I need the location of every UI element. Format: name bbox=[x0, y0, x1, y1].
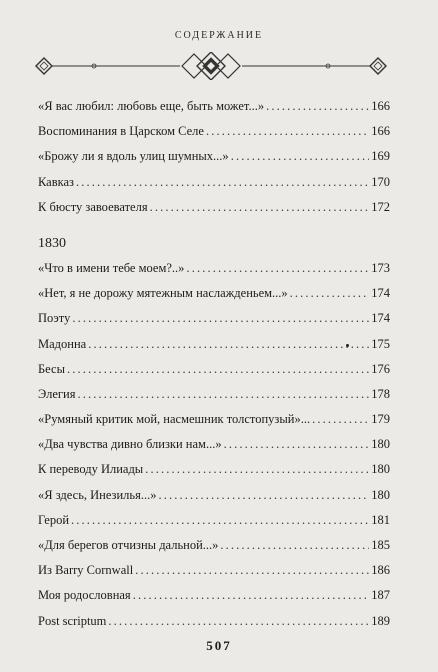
diamond-divider-icon bbox=[34, 52, 388, 80]
toc-entry bbox=[38, 332, 390, 357]
toc-entry bbox=[38, 195, 390, 220]
toc-entry bbox=[38, 357, 390, 382]
toc-entry bbox=[38, 609, 390, 634]
dot-leader bbox=[312, 407, 369, 432]
entry-page: 189 bbox=[371, 613, 390, 628]
entry-title: Элегия bbox=[38, 386, 76, 401]
entry-page: 174 bbox=[371, 311, 390, 326]
entry-title: «Румяный критик мой, насмешник толстопузый»... bbox=[38, 412, 311, 427]
dot-leader bbox=[88, 332, 369, 357]
entry-title: К бюсту завоевателя bbox=[38, 199, 148, 214]
entry-page: 173 bbox=[371, 260, 390, 275]
toc-entry bbox=[38, 144, 390, 169]
entry-title: «Два чувства дивно близки нам...» bbox=[38, 437, 222, 452]
entry-title: Из Barry Cornwall bbox=[38, 563, 134, 578]
entry-title: Бесы bbox=[38, 361, 65, 376]
toc-entry bbox=[38, 583, 390, 608]
toc-entry bbox=[38, 281, 390, 306]
ink-speck bbox=[346, 344, 349, 347]
entry-title: К переводу Илиады bbox=[38, 462, 144, 477]
toc-entry bbox=[38, 407, 390, 432]
toc-entry bbox=[38, 508, 390, 533]
entry-page: 166 bbox=[371, 99, 390, 113]
toc-entry bbox=[38, 558, 390, 583]
entry-page: 180 bbox=[371, 462, 390, 477]
table-of-contents bbox=[38, 94, 390, 634]
entry-title: Post scriptum bbox=[38, 613, 107, 628]
toc-entry bbox=[38, 382, 390, 407]
entry-page: 179 bbox=[371, 412, 390, 427]
entry-title: Герой bbox=[38, 512, 70, 527]
toc-top-entries bbox=[38, 94, 390, 220]
dot-leader bbox=[133, 583, 370, 608]
entry-title: «Брожу ли я вдоль улиц шумных...» bbox=[38, 149, 229, 164]
toc-year-entries bbox=[38, 256, 390, 634]
entry-page: 176 bbox=[371, 361, 390, 376]
dot-leader bbox=[72, 306, 369, 331]
toc-entry bbox=[38, 432, 390, 457]
dot-leader bbox=[150, 195, 370, 220]
entry-page: 169 bbox=[371, 149, 390, 164]
entry-title: «Для берегов отчизны дальной...» bbox=[38, 538, 219, 552]
entry-title: «Я вас любил: любовь еще, быть может...» bbox=[38, 99, 265, 113]
entry-title: «Я здесь, Инезилья...» bbox=[38, 487, 157, 502]
toc-entry bbox=[38, 94, 390, 119]
entry-title: Моя родословная bbox=[38, 588, 131, 603]
toc-entry bbox=[38, 306, 390, 331]
dot-leader bbox=[67, 357, 369, 382]
entry-title: Кавказ bbox=[38, 174, 74, 189]
entry-page: 166 bbox=[371, 124, 390, 139]
entry-page: 186 bbox=[371, 563, 390, 578]
section-year-heading: 1830 bbox=[38, 235, 66, 251]
entry-page: 172 bbox=[371, 199, 390, 214]
entry-page: 178 bbox=[371, 386, 390, 401]
dot-leader bbox=[135, 558, 369, 583]
toc-entry bbox=[38, 256, 390, 281]
dot-leader bbox=[186, 256, 369, 281]
toc-entry bbox=[38, 119, 390, 144]
entry-page: 174 bbox=[371, 286, 390, 301]
entry-page: 185 bbox=[371, 538, 390, 552]
entry-page: 175 bbox=[371, 336, 390, 351]
entry-page: 170 bbox=[371, 174, 390, 189]
dot-leader bbox=[224, 432, 370, 457]
dot-leader bbox=[159, 483, 370, 508]
dot-leader bbox=[206, 119, 369, 144]
entry-page: 180 bbox=[371, 487, 390, 502]
toc-entry bbox=[38, 483, 390, 508]
dot-leader bbox=[71, 508, 369, 533]
running-header: СОДЕРЖАНИЕ bbox=[174, 30, 264, 41]
dot-leader bbox=[145, 457, 369, 482]
entry-title: «Нет, я не дорожу мятежным наслажденьем...» bbox=[38, 286, 288, 301]
dot-leader bbox=[76, 170, 369, 195]
dot-leader bbox=[77, 382, 369, 407]
dot-leader bbox=[108, 609, 369, 634]
entry-title: Мадонна bbox=[38, 336, 87, 351]
page-number: 507 bbox=[206, 638, 232, 653]
entry-title: Поэту bbox=[38, 311, 71, 326]
dot-leader bbox=[220, 533, 369, 558]
dot-leader bbox=[231, 144, 370, 169]
entry-title: Воспоминания в Царском Селе bbox=[38, 124, 204, 139]
dot-leader bbox=[266, 94, 369, 119]
entry-page: 180 bbox=[371, 437, 390, 452]
entry-page: 187 bbox=[371, 588, 390, 603]
entry-page: 181 bbox=[371, 512, 390, 527]
toc-entry bbox=[38, 457, 390, 482]
toc-entry bbox=[38, 533, 390, 558]
toc-entry bbox=[38, 170, 390, 195]
dot-leader bbox=[290, 281, 370, 306]
entry-title: «Что в имени тебе моем?..» bbox=[38, 260, 185, 275]
